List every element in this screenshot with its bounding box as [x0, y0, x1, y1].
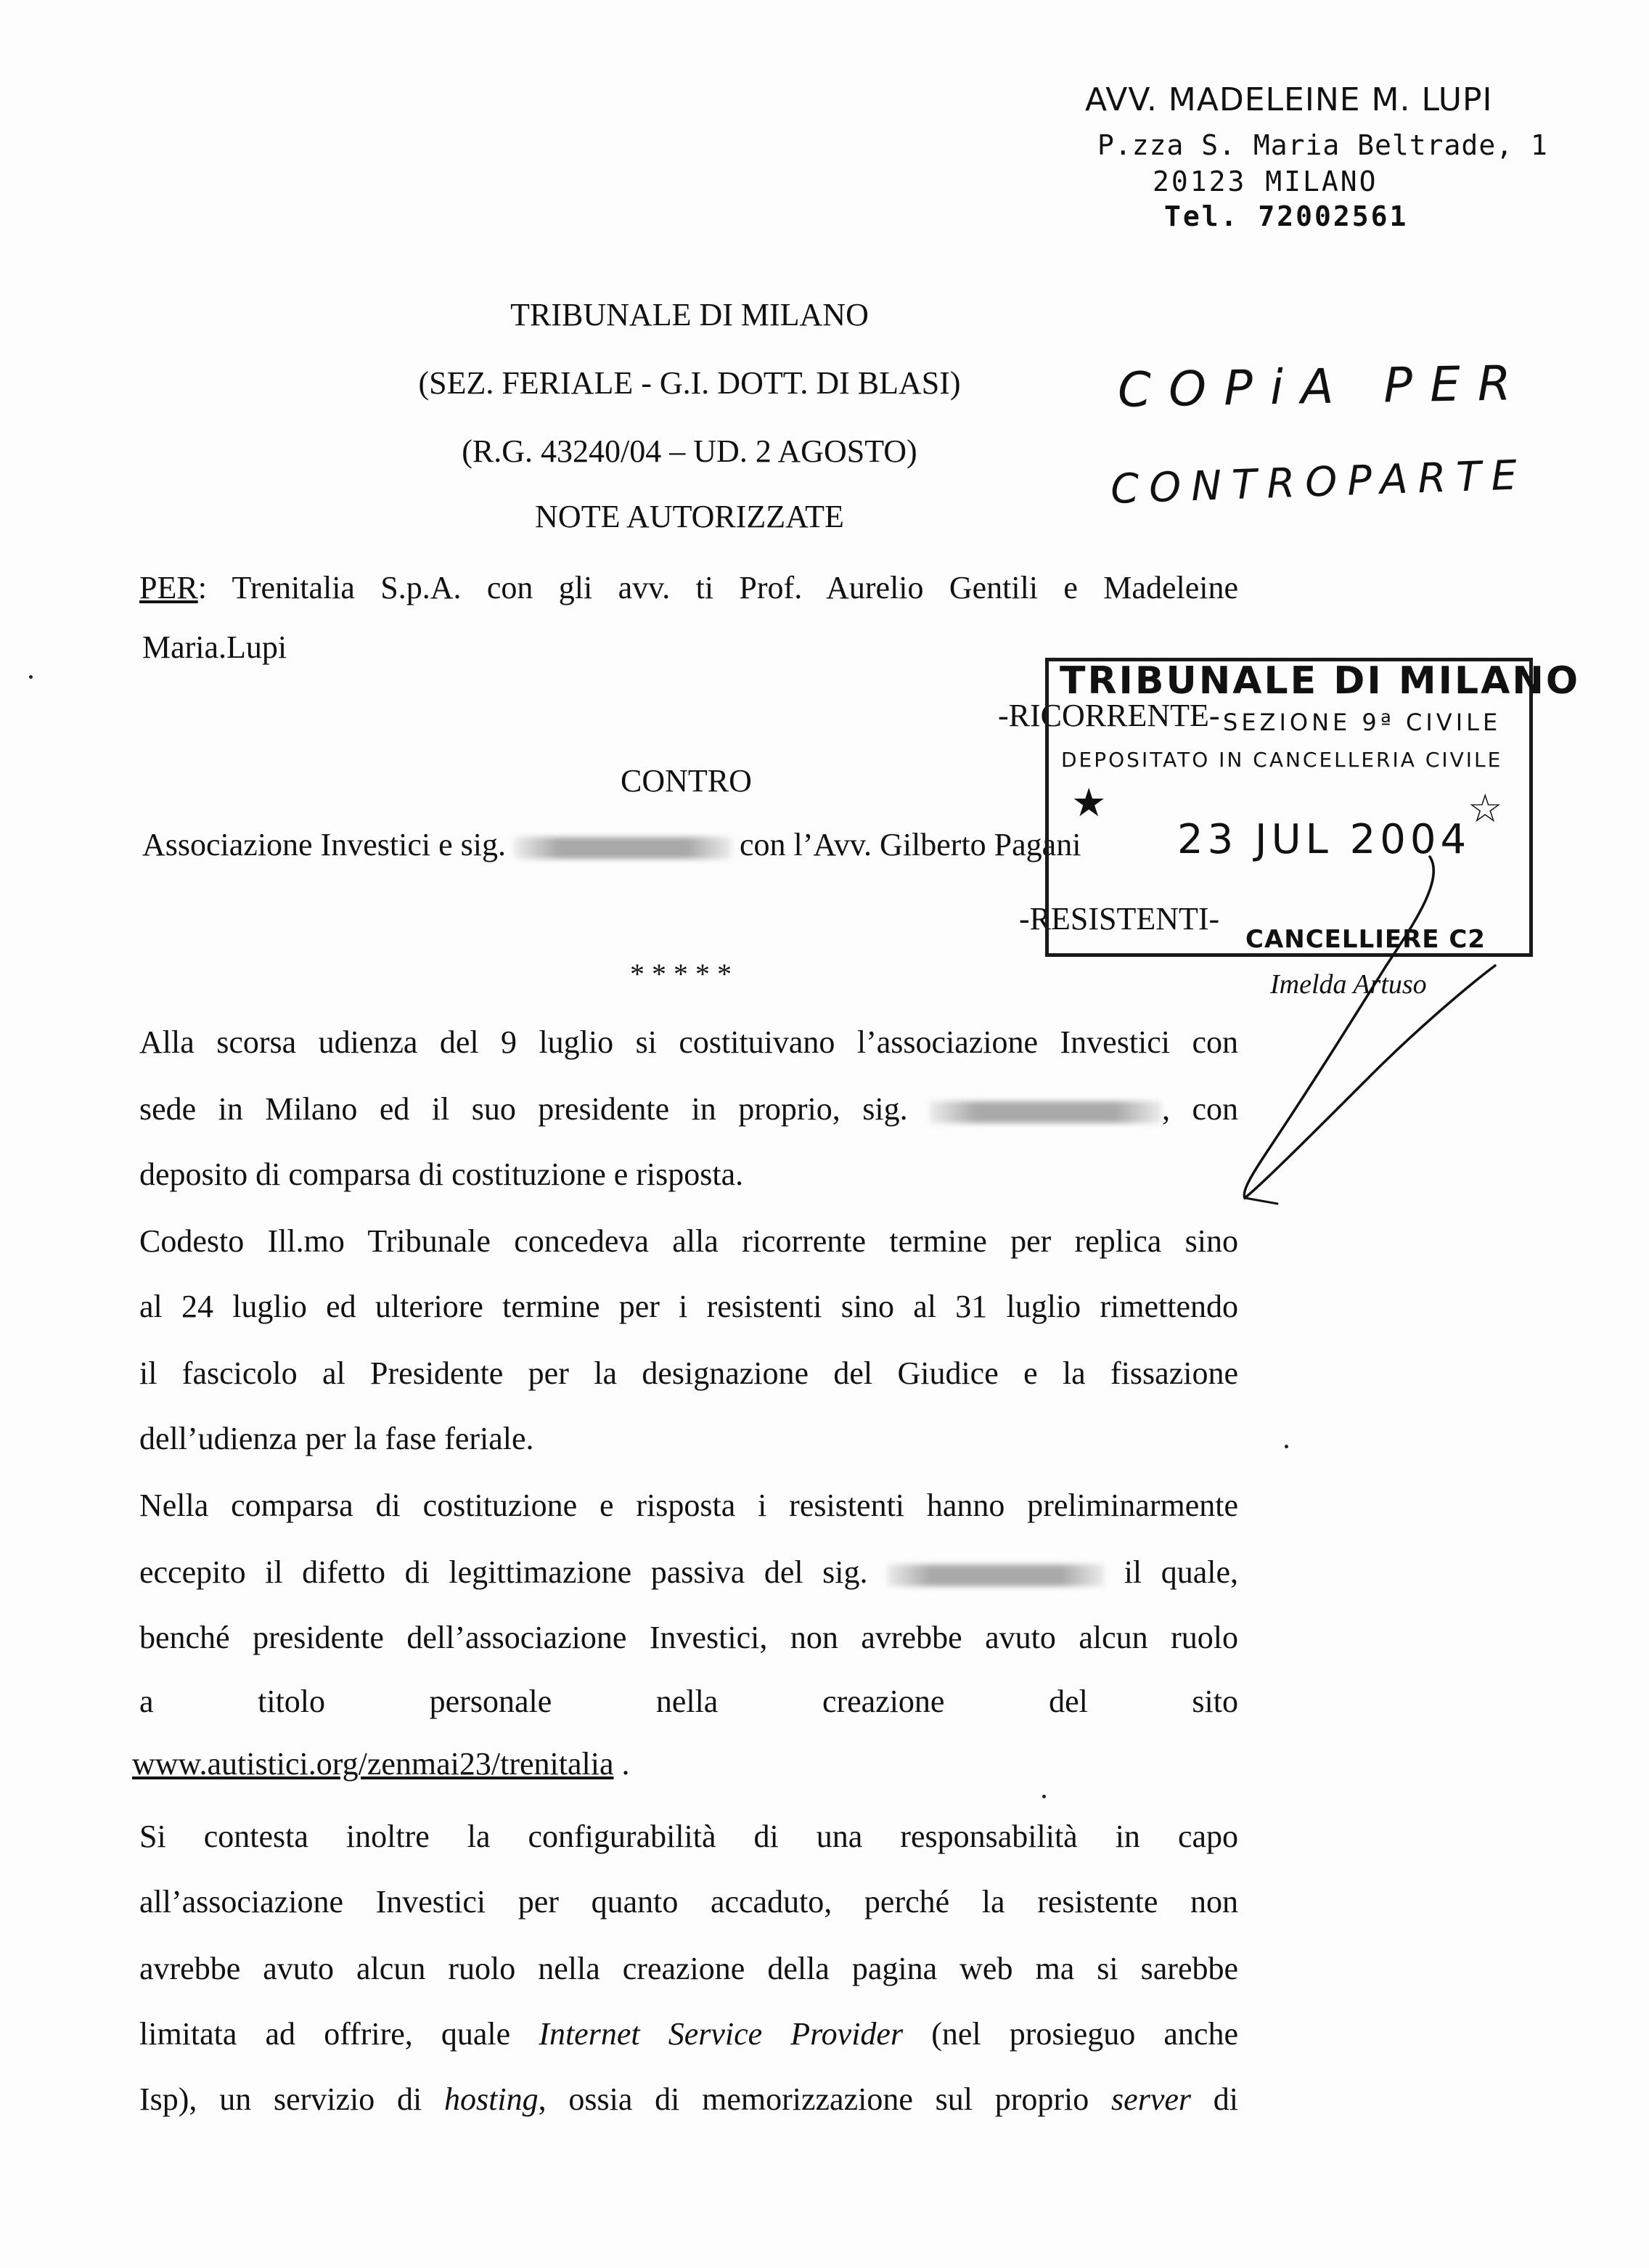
handwritten-note-line1: COPiA PER: [1117, 355, 1529, 418]
p2-line4: dell’udienza per la fase feriale.: [139, 1421, 534, 1456]
scan-speck: [1042, 1795, 1046, 1798]
p3-line2-b: il quale,: [1124, 1554, 1239, 1590]
scan-speck: [29, 675, 33, 679]
p2-line3: il fascicolo al Presidente per la designazione del Giudice e la fissazione: [139, 1355, 1238, 1391]
letterhead-city: 20123 MILANO: [1153, 166, 1378, 197]
stamp-date: 23 JUL 2004: [1177, 816, 1471, 863]
p4-line3: avrebbe avuto alcun ruolo nella creazione della pagina web ma si sarebbe: [139, 1951, 1238, 1986]
per-label: PER: [139, 570, 198, 605]
letterhead-name: AVV. MADELEINE M. LUPI: [1085, 81, 1493, 118]
star-icon: ☆: [1468, 787, 1503, 831]
p2-line2: al 24 luglio ed ulteriore termine per i resistenti sino al 31 luglio rimettendo: [139, 1289, 1238, 1324]
court-title: TRIBUNALE DI MILANO: [510, 297, 869, 333]
stamp-deposited: DEPOSITATO IN CANCELLERIA CIVILE: [1061, 748, 1503, 772]
star-icon: ★: [1071, 781, 1107, 825]
resistenti-party-b: con l’Avv. Gilberto Pagani: [739, 827, 1081, 862]
stamp-signature: Imelda Artuso: [1270, 969, 1427, 1000]
p1-line2-a: sede in Milano ed il suo presidente in proprio, sig.: [139, 1091, 908, 1127]
redacted-name: [514, 837, 732, 859]
p3-line3: benché presidente dell’associazione Investici, non avrebbe avuto alcun ruolo: [139, 1620, 1238, 1655]
p1-line3: deposito di comparsa di costituzione e risposta.: [139, 1157, 744, 1192]
scan-speck: [1285, 1445, 1288, 1448]
redacted-name: [887, 1565, 1105, 1586]
p4-line5-server: server: [1111, 2081, 1192, 2117]
party-per-line2: Maria.Lupi: [142, 629, 287, 665]
p3-line4: a titolo personale nella creazione del sito: [139, 1684, 1238, 1719]
p4-line4-a: limitata ad offrire, quale: [139, 2016, 539, 2052]
p4-line4-c: (nel prosieguo anche: [903, 2016, 1238, 2052]
resistenti-party-a: Associazione Investici e sig.: [142, 827, 506, 862]
p4-line2: all’associazione Investici per quanto accaduto, perché la resistente non: [139, 1884, 1238, 1920]
p4-line1: Si contesta inoltre la configurabilità di una responsabilità in capo: [139, 1819, 1238, 1854]
p3-line2: [139, 1554, 1238, 1591]
case-number: (R.G. 43240/04 – UD. 2 AGOSTO): [462, 433, 917, 469]
p4-line4-italic: Internet Service Provider: [539, 2016, 904, 2052]
per-text: : Trenitalia S.p.A. con gli avv. ti Prof. Aurelio Gentili e Madeleine: [197, 570, 1238, 605]
p4-line5: [139, 2081, 1238, 2118]
party-per-line1: [139, 569, 1238, 606]
p4-line5-c: , ossia di memorizzazione sul proprio: [538, 2081, 1112, 2117]
stamp-cancelliere: CANCELLIERE C2: [1245, 925, 1486, 954]
p1-line2-b: , con: [1162, 1091, 1239, 1127]
contro-label: CONTRO: [621, 763, 752, 799]
p3-url-end: .: [613, 1746, 630, 1782]
p3-url-line: [132, 1745, 629, 1782]
p1-line1: Alla scorsa udienza del 9 luglio si costituivano l’associazione Investici con: [139, 1024, 1238, 1060]
redacted-name: [930, 1101, 1162, 1123]
ricorrente-label: -RICORRENTE-: [998, 698, 1220, 733]
resistenti-label: -RESISTENTI-: [1019, 901, 1220, 937]
handwritten-signature: [1227, 857, 1517, 1220]
p2-line1: Codesto Ill.mo Tribunale concedeva alla ricorrente termine per replica sino: [139, 1223, 1238, 1259]
letterhead-address: P.zza S. Maria Beltrade, 1: [1097, 129, 1548, 161]
document-type: NOTE AUTORIZZATE: [535, 499, 844, 534]
stamp-section: SEZIONE 9ª CIVILE: [1223, 709, 1502, 736]
p4-line5-hosting: hosting: [444, 2081, 539, 2117]
separator: * * * * *: [630, 958, 732, 990]
court-section: (SEZ. FERIALE - G.I. DOTT. DI BLASI): [418, 365, 961, 401]
stamp-title: TRIBUNALE DI MILANO: [1060, 659, 1581, 703]
p1-line2: [139, 1090, 1238, 1127]
handwritten-note-line2: CONTROPARTE: [1110, 452, 1529, 513]
p4-line5-e: di: [1191, 2081, 1239, 2117]
resistenti-line: [142, 826, 1081, 863]
site-url[interactable]: www.autistici.org/zenmai23/trenitalia: [132, 1746, 614, 1782]
p4-line4: [139, 2015, 1238, 2052]
p3-line1: Nella comparsa di costituzione e risposta i resistenti hanno preliminarmente: [139, 1488, 1238, 1523]
letterhead-tel: Tel. 72002561: [1164, 200, 1409, 232]
p3-line2-a: eccepito il difetto di legittimazione passiva del sig.: [139, 1554, 868, 1590]
p4-line5-a: Isp), un servizio di: [139, 2081, 445, 2117]
